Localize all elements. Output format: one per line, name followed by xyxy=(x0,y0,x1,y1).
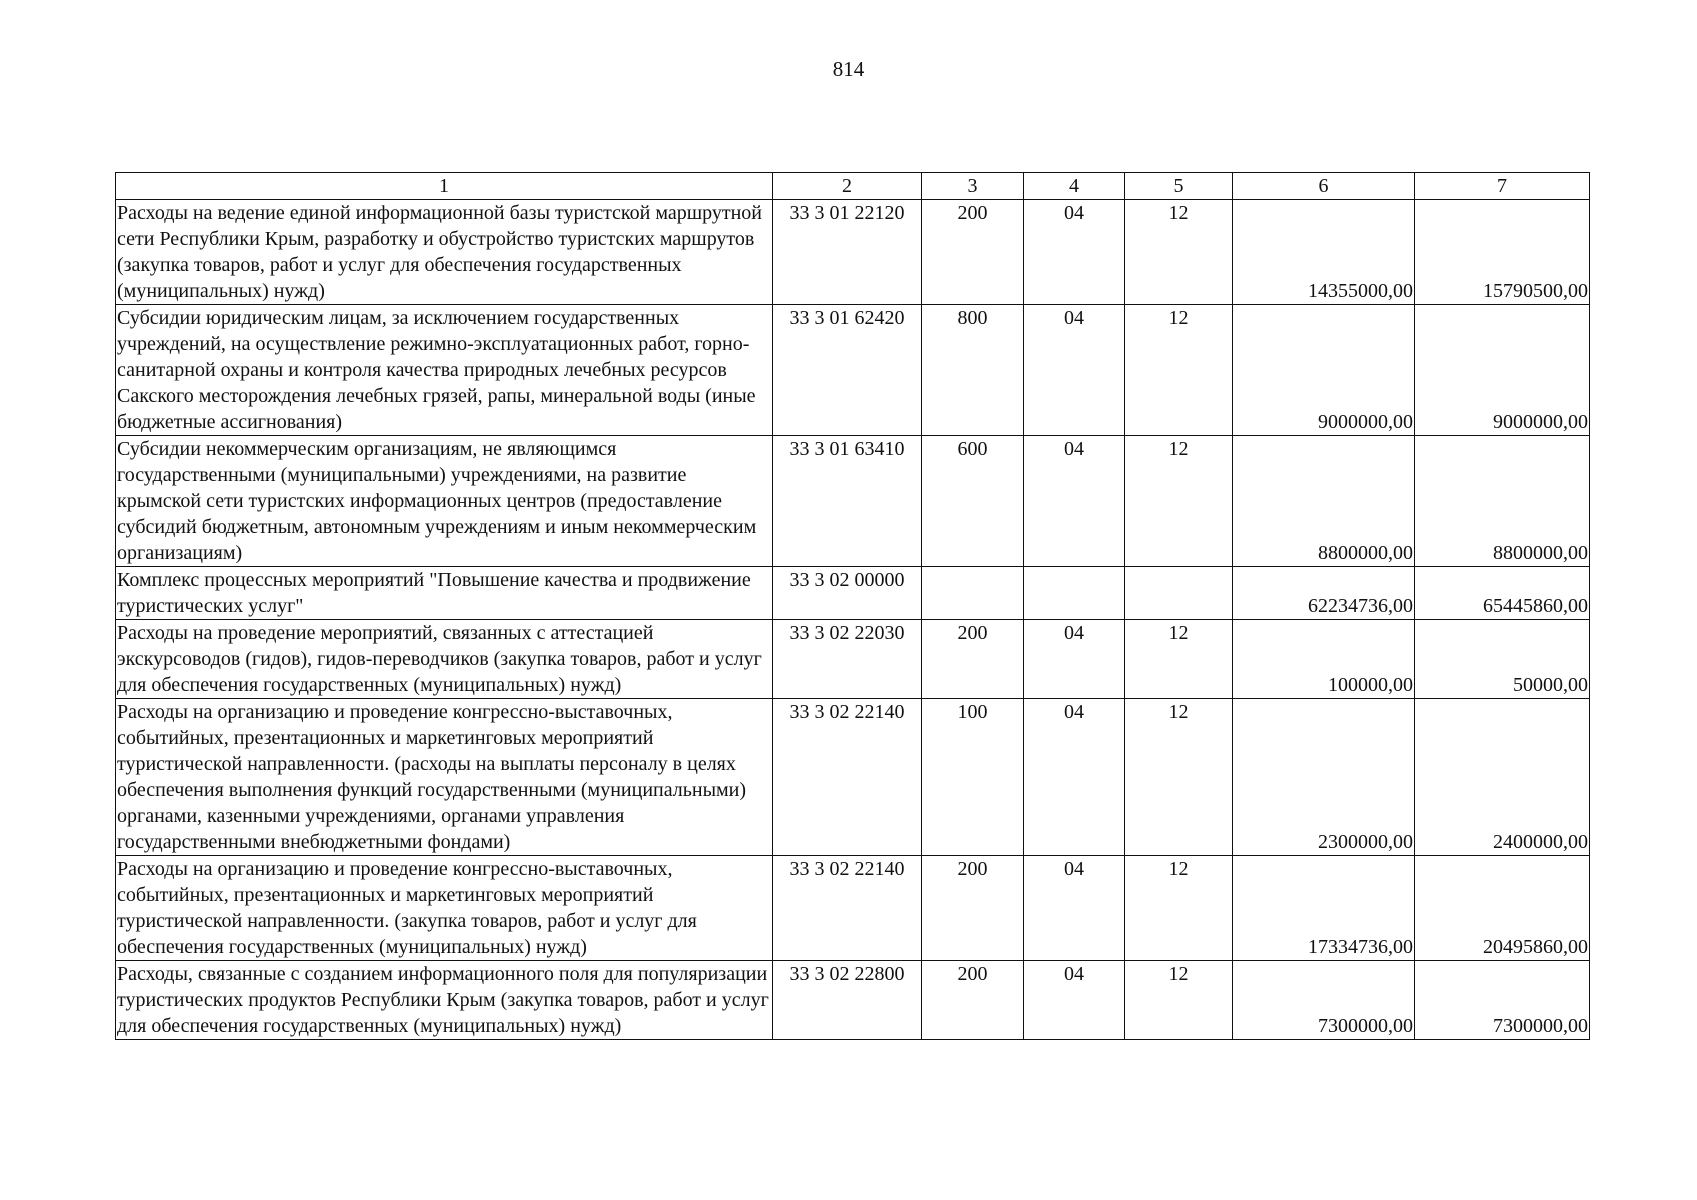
row-value-7: 2400000,00 xyxy=(1415,699,1590,856)
row-description: Субсидии некоммерческим организациям, не являющимся государственными (муниципальными) учреждениями, на развитие крымской сети туристских информационных центров (предоставление субсидий бюджетным, автономным учреждениям и иным некоммерческим организациям) xyxy=(116,436,773,567)
row-subsection: 12 xyxy=(1125,436,1233,567)
table-row xyxy=(116,305,1590,436)
row-description: Расходы на организацию и проведение конгрессно-выставочных, событийных, презентационных и маркетинговых мероприятий туристической направленности. (расходы на выплаты персоналу в целях обеспечения выполнения функций государственными (муниципальными) органами, казенными учреждениями, органами управления государственными внебюджетными фондами) xyxy=(116,699,773,856)
table-row xyxy=(116,699,1590,856)
column-header-4: 4 xyxy=(1024,173,1125,200)
row-value-7: 20495860,00 xyxy=(1415,856,1590,961)
row-value-6: 8800000,00 xyxy=(1233,436,1415,567)
row-section: 04 xyxy=(1024,620,1125,699)
row-code: 33 3 01 22120 xyxy=(773,200,922,305)
table-row xyxy=(116,856,1590,961)
row-subsection: 12 xyxy=(1125,699,1233,856)
budget-table xyxy=(115,172,1590,1040)
row-subsection xyxy=(1125,567,1233,620)
row-section: 04 xyxy=(1024,200,1125,305)
row-value-6: 14355000,00 xyxy=(1233,200,1415,305)
row-subsection: 12 xyxy=(1125,200,1233,305)
row-value-6: 62234736,00 xyxy=(1233,567,1415,620)
row-type: 600 xyxy=(922,436,1024,567)
row-code: 33 3 02 22140 xyxy=(773,856,922,961)
row-code: 33 3 02 22030 xyxy=(773,620,922,699)
row-value-7: 65445860,00 xyxy=(1415,567,1590,620)
row-section: 04 xyxy=(1024,699,1125,856)
row-value-7: 7300000,00 xyxy=(1415,961,1590,1040)
row-description: Расходы, связанные с созданием информационного поля для популяризации туристических продуктов Республики Крым (закупка товаров, работ и услуг для обеспечения государственных (муниципальных) нужд) xyxy=(116,961,773,1040)
row-description: Комплекс процессных мероприятий "Повышение качества и продвижение туристических услуг" xyxy=(116,567,773,620)
row-value-7: 15790500,00 xyxy=(1415,200,1590,305)
column-header-3: 3 xyxy=(922,173,1024,200)
row-value-7: 8800000,00 xyxy=(1415,436,1590,567)
row-value-6: 17334736,00 xyxy=(1233,856,1415,961)
row-code: 33 3 02 22140 xyxy=(773,699,922,856)
row-description: Субсидии юридическим лицам, за исключением государственных учреждений, на осуществление режимно-эксплуатационных работ, горно-санитарной охраны и контроля качества природных лечебных ресурсов Сакского месторождения лечебных грязей, рапы, минеральной воды (иные бюджетные ассигнования) xyxy=(116,305,773,436)
row-value-6: 9000000,00 xyxy=(1233,305,1415,436)
row-type: 200 xyxy=(922,620,1024,699)
row-value-6: 7300000,00 xyxy=(1233,961,1415,1040)
row-code: 33 3 02 00000 xyxy=(773,567,922,620)
table-row xyxy=(116,961,1590,1040)
row-type: 800 xyxy=(922,305,1024,436)
row-subsection: 12 xyxy=(1125,305,1233,436)
row-section: 04 xyxy=(1024,436,1125,567)
column-header-5: 5 xyxy=(1125,173,1233,200)
row-code: 33 3 02 22800 xyxy=(773,961,922,1040)
table-header-row xyxy=(116,173,1590,200)
table-row xyxy=(116,200,1590,305)
row-subsection: 12 xyxy=(1125,961,1233,1040)
row-type xyxy=(922,567,1024,620)
row-code: 33 3 01 62420 xyxy=(773,305,922,436)
row-value-7: 9000000,00 xyxy=(1415,305,1590,436)
row-description: Расходы на организацию и проведение конгрессно-выставочных, событийных, презентационных и маркетинговых мероприятий туристической направленности. (закупка товаров, работ и услуг для обеспечения государственных (муниципальных) нужд) xyxy=(116,856,773,961)
row-subsection: 12 xyxy=(1125,620,1233,699)
table-row xyxy=(116,436,1590,567)
row-value-6: 2300000,00 xyxy=(1233,699,1415,856)
column-header-7: 7 xyxy=(1415,173,1590,200)
row-description: Расходы на ведение единой информационной базы туристской маршрутной сети Республики Крым, разработку и обустройство туристских маршрутов (закупка товаров, работ и услуг для обеспечения государственных (муниципальных) нужд) xyxy=(116,200,773,305)
row-type: 100 xyxy=(922,699,1024,856)
row-section xyxy=(1024,567,1125,620)
row-value-7: 50000,00 xyxy=(1415,620,1590,699)
page-number: 814 xyxy=(832,57,865,81)
table-row xyxy=(116,567,1590,620)
column-header-1: 1 xyxy=(116,173,773,200)
table-row xyxy=(116,620,1590,699)
row-section: 04 xyxy=(1024,856,1125,961)
row-type: 200 xyxy=(922,856,1024,961)
row-type: 200 xyxy=(922,961,1024,1040)
row-subsection: 12 xyxy=(1125,856,1233,961)
row-section: 04 xyxy=(1024,305,1125,436)
row-section: 04 xyxy=(1024,961,1125,1040)
row-description: Расходы на проведение мероприятий, связанных с аттестацией экскурсоводов (гидов), гидов-переводчиков (закупка товаров, работ и услуг для обеспечения государственных (муниципальных) нужд) xyxy=(116,620,773,699)
row-type: 200 xyxy=(922,200,1024,305)
row-value-6: 100000,00 xyxy=(1233,620,1415,699)
column-header-6: 6 xyxy=(1233,173,1415,200)
column-header-2: 2 xyxy=(773,173,922,200)
row-code: 33 3 01 63410 xyxy=(773,436,922,567)
